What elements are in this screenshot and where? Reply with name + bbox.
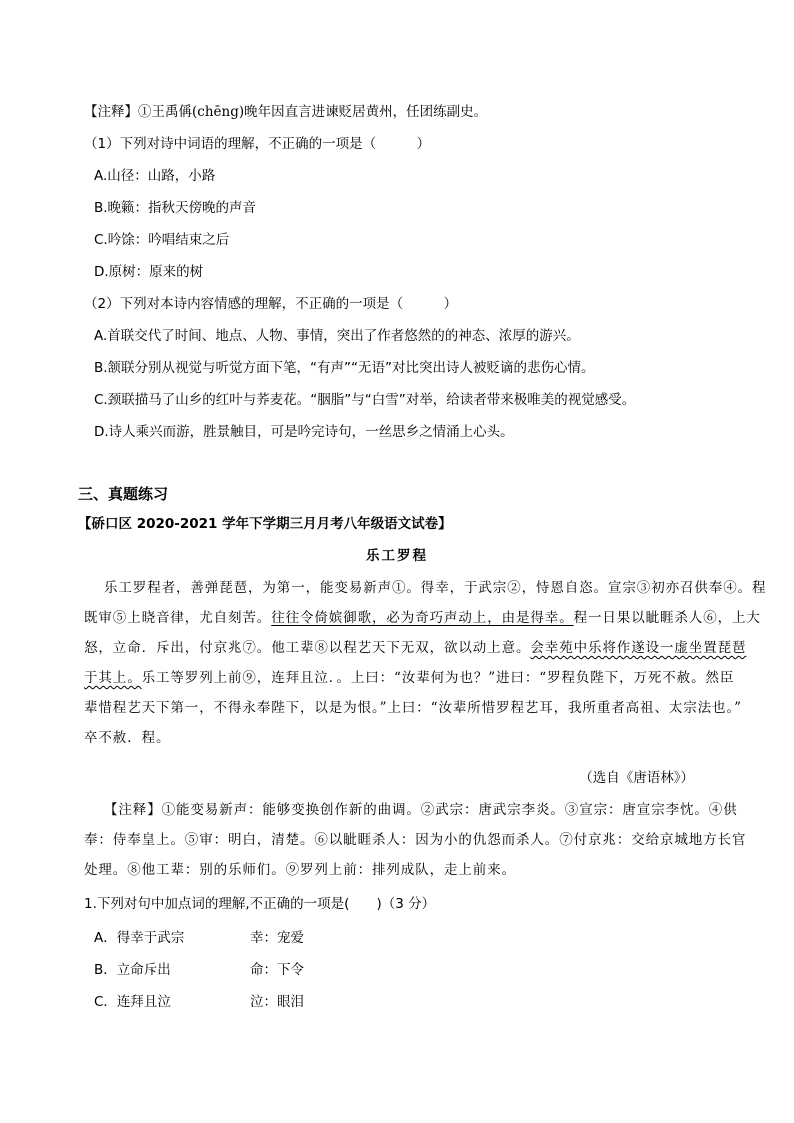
passage-text: 乐工等罗列上前⑨，连拜且泣．。上曰：“汝辈何为也？”进曰：“罗程负陛下，万死不赦。然臣 [141,670,735,686]
passage-text: 乐工罗程者，善弹琵琶，为第一，能变易新声①。得幸，于武宗②，恃恩自恣。宣宗③初亦召供奉④。程 [104,580,767,596]
option-gloss: 命：下令 [250,962,304,978]
passage-line [84,608,761,628]
option-phrase: A．得幸于武宗 [94,930,185,946]
question-2-option-c: C.颈联描马了山乡的红叶与荞麦花。“胭脂”与“白雪”对举，给读者带来极唯美的视觉感受。 [94,392,636,408]
passage-text: 辈惜程艺天下第一，不得永奉陛下，以是为恨。”上曰：“汝辈所惜罗程艺耳，我所重者高祖、太宗法也。” [84,700,742,716]
underlined-sentence: 往往令倚嫔御歌，必为奇巧声动上，由是得幸。 [271,610,574,626]
poem-annotation: 【注释】①王禹偁(chēng)晚年因直言进谏贬居黄州，任团练副史。 [84,104,488,120]
passage-text: 卒不赦．程。 [84,730,171,746]
question-1-option-d: D.原树：原来的树 [94,264,204,280]
question-3-option-c [94,992,304,1012]
passage-text: 怒，立命．斥出，付京兆⑦。他工辈⑧以程艺天下无双，欲以动上意。 [84,640,531,656]
passage-notes-line-1: 【注释】①能变易新声：能够变换创作新的曲调。②武宗：唐武宗李炎。③宣宗：唐宣宗李忱。④供 [104,802,738,818]
option-gloss: 幸：宠爱 [250,930,304,946]
question-2-stem: （2）下列对本诗内容情感的理解，不正确的一项是（ ） [84,296,458,312]
passage-text: 程一日果以眦睚杀人⑥，上大 [573,610,761,626]
question-1-option-b: B.晚籁：指秋天傍晚的声音 [94,200,257,216]
question-3-option-b [94,960,304,980]
question-2-option-b: B.颔联分别从视觉与听觉方面下笔，“有声”“无语”对比突出诗人被贬谪的悲伤心情。 [94,360,595,376]
option-phrase: B．立命斥出 [94,962,171,978]
question-1-option-c: C.吟馀：吟唱结束之后 [94,232,230,248]
wavy-underlined-sentence: 于其上。 [84,670,142,686]
section-title: 三、真题练习 [78,485,169,503]
passage-source: （选自《唐语林》） [579,770,694,786]
wavy-underlined-sentence: 会幸苑中乐将作遂设一虚坐置琵琶 [530,640,747,656]
question-2-option-d: D.诗人乘兴而游，胜景触目，可是吟完诗句，一丝思乡之情涌上心头。 [94,424,514,440]
passage-line [84,728,170,748]
passage-line [84,638,746,658]
passage-line [84,698,742,718]
passage-text: 既审⑤上晓音律，尤自刻苦。 [84,610,272,626]
question-3-option-a [94,928,304,948]
question-1-stem: （1）下列对诗中词语的理解，不正确的一项是（ ） [84,136,431,152]
question-2-option-a: A.首联交代了时间、地点、人物、事情，突出了作者悠然的的神态、浓厚的游兴。 [94,328,580,344]
passage-notes-line-3: 处理。⑧他工辈：别的乐师们。⑨罗列上前：排列成队，走上前来。 [84,862,516,878]
option-phrase: C．连拜且泣 [94,994,171,1010]
question-3-stem: 1.下列对句中加点词的理解,不正确的一项是( )（3 分） [84,896,436,912]
passage-line [104,578,766,598]
question-1-option-a: A.山径：山路，小路 [94,168,216,184]
passage-line [84,668,734,688]
exam-source: 【硚口区 2020-2021 学年下学期三月月考八年级语文试卷】 [78,516,452,532]
passage-notes-line-2: 奉：侍奉皇上。⑤审：明白，清楚。⑥以眦睚杀人：因为小的仇怨而杀人。⑦付京兆：交给京城地方长官 [84,832,747,848]
passage-title: 乐工罗程 [366,548,428,564]
option-gloss: 泣：眼泪 [250,994,304,1010]
